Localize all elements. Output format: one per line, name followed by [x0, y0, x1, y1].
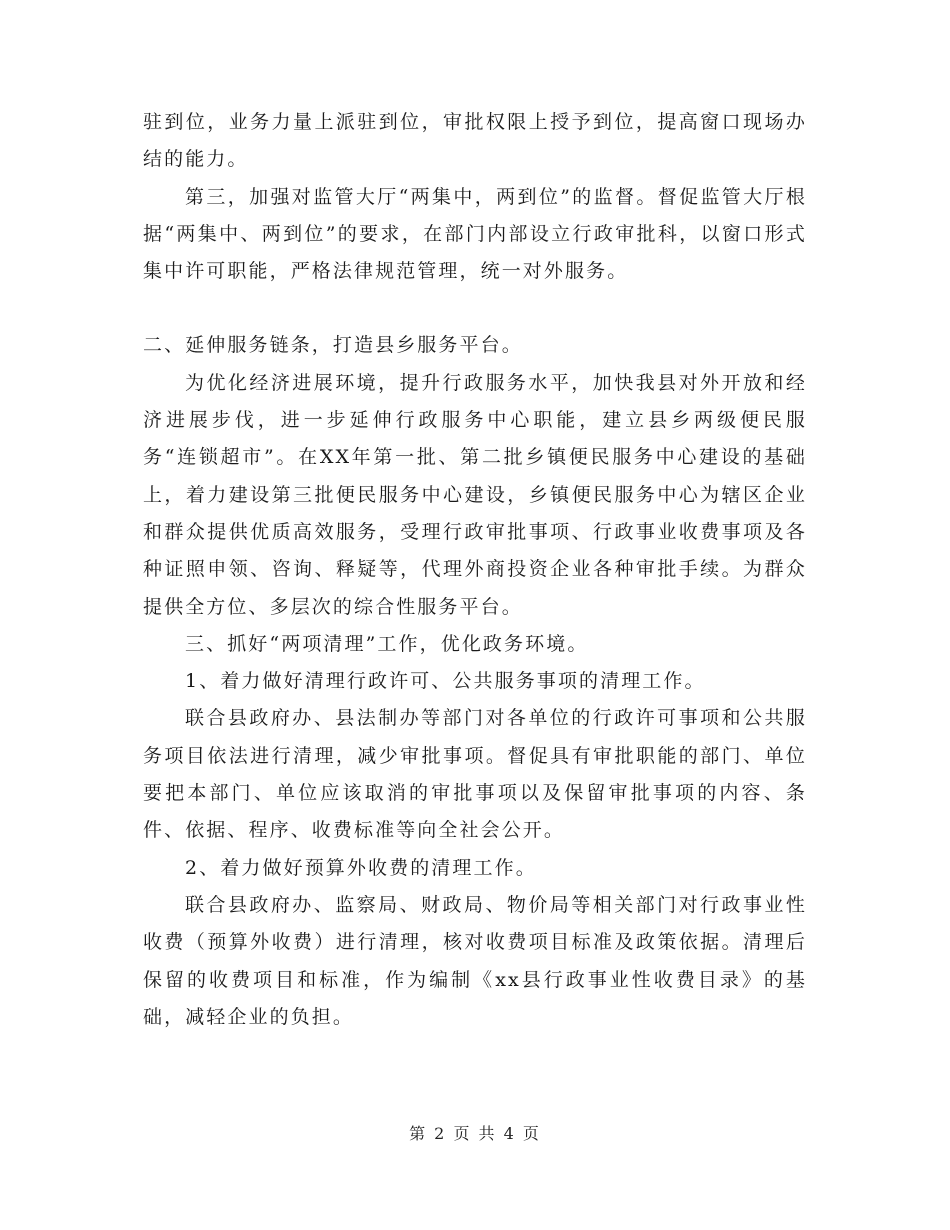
document-body [143, 104, 807, 1036]
section-heading-3: 三、抓好“两项清理”工作，优化政务环境。 [185, 632, 589, 655]
subheading-2: 2、着力做好预算外收费的清理工作。 [185, 856, 537, 879]
paragraph-third-point: 第三，加强对监管大厅“两集中，两到位”的监督。督促监管大厅根据“两集中、两到位”的要求，在部门内部设立行政审批科，以窗口形式集中许可职能，严格法律规范管理，统一对外服务。 [143, 185, 807, 283]
paragraph-permit-cleanup: 联合县政府办、县法制办等部门对各单位的行政许可事项和公共服务项目依法进行清理，减少审批事项。督促具有审批职能的部门、单位要把本部门、单位应该取消的审批事项以及保留审批事项的内容、条件、依据、程序、收费标准等向全社会公开。 [143, 707, 807, 842]
subheading-1: 1、着力做好清理行政许可、公共服务事项的清理工作。 [185, 670, 706, 693]
page-number-footer: 第 2 页 共 4 页 [409, 1124, 541, 1143]
paragraph-continuation: 驻到位，业务力量上派驻到位，审批权限上授予到位，提高窗口现场办结的能力。 [143, 111, 807, 171]
section-heading-2: 二、延伸服务链条，打造县乡服务平台。 [143, 334, 523, 357]
paragraph-fee-cleanup: 联合县政府办、监察局、财政局、物价局等相关部门对行政事业性收费（预算外收费）进行清理，核对收费项目标准及政策依据。清理后保留的收费项目和标准，作为编制《xx县行政事业性收费目录》的基础，减轻企业的负担。 [143, 893, 807, 1028]
paragraph-service-chain: 为优化经济进展环境，提升行政服务水平，加快我县对外开放和经济进展步伐，进一步延伸行政服务中心职能，建立县乡两级便民服务“连锁超市”。在XX年第一批、第二批乡镇便民服务中心建设的基础上，着力建设第三批便民服务中心建设，乡镇便民服务中心为辖区企业和群众提供优质高效服务，受理行政审批事项、行政事业收费事项及各种证照申领、咨询、释疑等，代理外商投资企业各种审批手续。为群众提供全方位、多层次的综合性服务平台。 [143, 371, 807, 618]
